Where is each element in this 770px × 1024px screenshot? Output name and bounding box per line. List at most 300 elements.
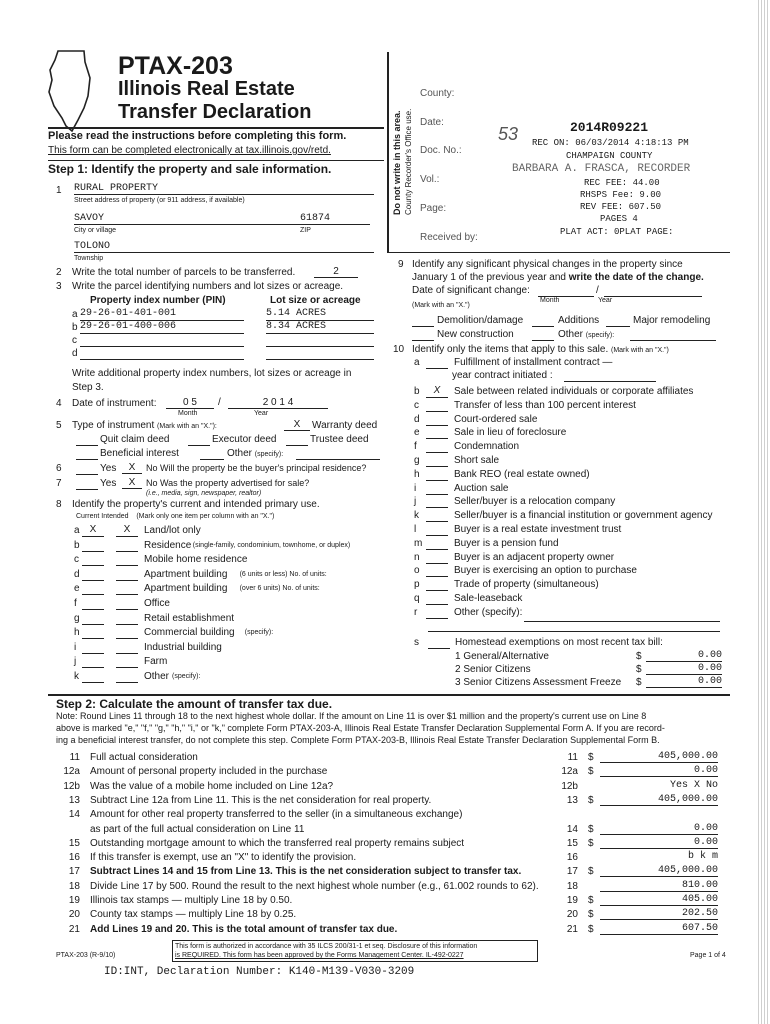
date-label: Date: [420, 117, 444, 128]
item-letter: l [414, 524, 417, 535]
calc-line-rnum: 21 [566, 923, 578, 935]
instrument-year[interactable]: 2 0 1 4 [228, 397, 328, 409]
exemption-label: 2 Senior Citizens [455, 664, 531, 675]
calc-line-rnum: 12b [561, 780, 578, 792]
remodel-label: Major remodeling [633, 315, 711, 326]
calc-line-num: 20 [68, 909, 80, 921]
rec-fee: REC FEE: 44.00 [584, 178, 660, 188]
calc-line-num: 18 [68, 880, 80, 892]
calc-line-value[interactable]: 0.00 [600, 765, 718, 777]
item-letter: c [414, 399, 419, 411]
item-check[interactable] [426, 468, 448, 481]
item-check[interactable] [426, 356, 448, 369]
item-letter: k [414, 510, 419, 522]
use-intended[interactable] [116, 568, 138, 581]
instrument-month[interactable]: 0 5 [166, 397, 214, 409]
received-label: Received by: [420, 232, 478, 243]
warranty-check[interactable]: X [284, 419, 310, 431]
item-check[interactable] [426, 537, 448, 550]
item-letter: n [414, 551, 420, 563]
calc-line-num: 12a [63, 766, 80, 778]
demolition-label: Demolition/damage [437, 315, 524, 326]
use-letter: e [74, 583, 80, 595]
calc-line-text: County tax stamps — multiply Line 18 by 0.25. [90, 909, 297, 921]
line-9-num: 9 [398, 259, 404, 270]
line-7-yes-label: Yes [100, 478, 117, 489]
use-letter: k [74, 671, 79, 682]
use-label: Mobile home residence [144, 554, 248, 566]
zip-caption: ZIP [300, 227, 311, 234]
parcel-pin[interactable] [80, 334, 244, 347]
address-caption: Street address of property (or 911 address, if available) [74, 197, 245, 204]
use-letter: f [74, 598, 77, 609]
use-current[interactable] [82, 626, 104, 639]
use-label: Apartment building [144, 568, 228, 580]
new-construction-label: New construction [437, 329, 514, 340]
calc-line-value[interactable]: 0.00 [600, 837, 718, 849]
item-text: Buyer is an adjacent property owner [454, 551, 615, 563]
rhsps-fee: RHSPS Fee: 9.00 [580, 190, 662, 200]
homestead-check[interactable] [428, 637, 450, 649]
use-intended[interactable]: X [116, 524, 138, 537]
calc-line-value[interactable]: 405,000.00 [600, 865, 718, 877]
item-text: Sale in lieu of foreclosure [454, 427, 567, 439]
calc-line-value[interactable]: 405,000.00 [600, 794, 718, 806]
line-7-sub: (i.e., media, sign, newspaper, realtor) [146, 490, 262, 497]
other-change-field[interactable] [630, 329, 716, 341]
use-label: Retail establishment [144, 612, 235, 624]
parcel-lot[interactable]: 5.14 ACRES [266, 308, 374, 321]
item-letter: p [414, 579, 420, 591]
use-current[interactable] [82, 582, 104, 595]
use-intended[interactable] [116, 612, 138, 625]
calc-line-num: 13 [68, 794, 80, 806]
use-letter: c [74, 554, 79, 566]
calc-line-text: Illinois tax stamps — multiply Line 18 by 0.50. [90, 895, 293, 906]
item-check[interactable] [426, 399, 448, 412]
line-2-num: 2 [56, 267, 62, 278]
calc-line-num: 12b [63, 780, 80, 792]
trustee-check[interactable] [286, 434, 308, 446]
recorder-note: Do not write in this area. [392, 110, 402, 215]
use-label: Farm [144, 656, 168, 668]
zip-field[interactable]: 61874 [300, 213, 370, 225]
step2-title: Step 2: Calculate the amount of transfer tax due. [56, 697, 333, 711]
calc-line-rnum: 13 [566, 794, 578, 806]
calc-line-dollar: $ [588, 837, 594, 849]
item-check[interactable] [426, 426, 448, 439]
parcel-letter: a [72, 309, 78, 320]
calc-line-text: Subtract Line 12a from Line 11. This is the net consideration for real property. [90, 794, 432, 806]
calc-line-text: Full actual consideration [90, 752, 198, 763]
auth-line-1: This form is authorized in accordance with 35 ILCS 200/31-1 et seq. Disclosure of this information [175, 943, 478, 950]
doc-number: 2014R09221 [570, 120, 649, 135]
line-7-num: 7 [56, 478, 62, 489]
use-intended[interactable] [116, 582, 138, 595]
item-letter: e [414, 427, 420, 439]
exemption-label: 1 General/Alternative [455, 651, 549, 662]
additional-text-2: Step 3. [72, 382, 104, 393]
vol-label: Vol.: [420, 174, 440, 185]
calc-line-text: Outstanding mortgage amount to which the transferred real property remains subject [90, 837, 465, 849]
other-change-label: Other [558, 329, 584, 340]
parcel-pin[interactable]: 29-26-01-400-006 [80, 321, 244, 334]
item-check[interactable] [426, 564, 448, 577]
page-label: Page: [420, 203, 447, 214]
line-4-num: 4 [56, 398, 62, 409]
line-10-text: Identify only the items that apply to this sale. [412, 344, 609, 355]
step2-note-1: Note: Round Lines 11 through 18 to the next highest whole dollar. If the amount on Line 11 is over $1 million and the property's current use on Line 8 [56, 711, 647, 721]
calc-line-dollar: $ [588, 766, 594, 778]
calc-line-rnum: 17 [566, 866, 578, 878]
form-id: PTAX-203 [118, 52, 233, 80]
use-current[interactable]: X [82, 524, 104, 537]
use-note: (6 units or less) No. of units: [239, 570, 327, 578]
calc-line-num: 15 [68, 837, 80, 849]
handwritten-mark: 53 [498, 124, 519, 144]
item-text: Sale between related individuals or corporate affiliates [454, 386, 694, 397]
pages-count: PAGES 4 [600, 214, 638, 224]
item-text: Sale-leaseback [454, 593, 523, 604]
use-letter: d [74, 568, 80, 580]
calc-line-value[interactable]: 810.00 [600, 880, 718, 892]
calc-line-text: Divide Line 17 by 500. Round the result to the next highest whole number (e.g., 61.002 rounds to 62). [90, 880, 539, 892]
item-text: Buyer is exercising an option to purchase [454, 565, 637, 577]
exemption-dollar: $ [636, 677, 642, 688]
line-5-mark: (Mark with an "X."): [157, 423, 217, 430]
parcel-lot[interactable] [266, 347, 374, 360]
use-label: Commercial building [144, 627, 235, 639]
other-item-field-2[interactable] [428, 625, 720, 632]
calc-line-dollar: $ [588, 752, 594, 763]
city-field[interactable]: SAVOY [74, 213, 304, 225]
calc-line-text: as part of the full actual consideration on Line 11 [90, 823, 305, 835]
use-current[interactable] [82, 597, 104, 610]
item-check[interactable] [426, 413, 448, 426]
item-check[interactable] [426, 440, 448, 453]
step2-note-2: above is marked "e," "f," "g," "h," "i," or "k," complete Form PTAX-203-A, Illinois Real Estate Transfer Declaration Supplemental Form A. If you are record- [56, 723, 665, 733]
page-number: Page 1 of 4 [690, 952, 726, 959]
line-7-yes[interactable] [76, 478, 98, 490]
parcel-lot[interactable] [266, 334, 374, 347]
executor-check[interactable] [188, 434, 210, 446]
use-current[interactable] [82, 641, 104, 654]
item-check[interactable] [426, 509, 448, 522]
item-letter: g [414, 455, 420, 466]
calc-line-value[interactable]: Yes X No [669, 779, 718, 791]
lot-header: Lot size or acreage [270, 295, 361, 306]
county-label: County: [420, 88, 455, 99]
calc-line-num: 16 [68, 852, 80, 864]
line-9-text-1: Identify any significant physical changes in the property since [412, 259, 683, 270]
calc-line-value[interactable]: 607.50 [600, 923, 718, 935]
form-title-2: Transfer Declaration [118, 101, 312, 123]
exemption-dollar: $ [636, 651, 642, 662]
item-text: Buyer is a real estate investment trust [454, 524, 622, 535]
line-3-num: 3 [56, 281, 62, 292]
item-letter: r [414, 606, 418, 618]
item-letter: h [414, 468, 420, 480]
form-title-1: Illinois Real Estate [118, 78, 295, 100]
calc-line-rnum: 20 [566, 909, 578, 921]
use-current[interactable] [82, 568, 104, 581]
calc-line-dollar: $ [588, 866, 594, 878]
use-intended[interactable] [116, 553, 138, 566]
calc-line-num: 11 [69, 752, 80, 763]
exemption-value[interactable]: 0.00 [646, 650, 722, 662]
recorder-divider [387, 52, 389, 252]
calc-line-text: If this transfer is exempt, use an "X" to identify the provision. [90, 852, 357, 864]
line-6-yes-label: Yes [100, 463, 117, 474]
use-current[interactable] [82, 612, 104, 625]
item-text: Seller/buyer is a relocation company [454, 496, 616, 508]
line-7-text: No Was the property advertised for sale? [146, 478, 310, 488]
item-check[interactable] [426, 606, 448, 619]
change-year[interactable] [604, 285, 702, 297]
calc-line-dollar: $ [588, 823, 594, 835]
calc-line-rnum: 14 [566, 823, 578, 835]
calc-line-dollar: $ [588, 923, 594, 935]
homestead-label: Homestead exemptions on most recent tax bill: [455, 637, 663, 648]
line-5-num: 5 [56, 420, 62, 431]
rec-on: REC ON: 06/03/2014 4:18:13 PM [532, 138, 689, 148]
scan-edge [758, 0, 770, 1024]
exemption-value[interactable]: 0.00 [646, 676, 722, 688]
calc-line-text: Add Lines 19 and 20. This is the total amount of transfer tax due. [90, 923, 398, 935]
item-letter: b [414, 386, 420, 397]
calc-line-num: 21 [68, 923, 80, 935]
instructions: Please read the instructions before completing this form. [48, 130, 347, 142]
calc-line-value[interactable]: 405.00 [600, 894, 718, 906]
warranty-label: Warranty deed [312, 420, 378, 431]
calc-line-value[interactable]: 202.50 [600, 908, 718, 920]
line-6-text: No Will the property be the buyer's principal residence? [146, 463, 367, 473]
additional-text-1: Write additional property index numbers, lot sizes or acreage in [72, 368, 352, 379]
year-contract-label: year contract initiated : [452, 370, 553, 381]
change-year-caption: Year [598, 297, 613, 304]
item-check[interactable]: X [426, 385, 448, 398]
item-letter: m [414, 537, 423, 549]
item-check[interactable] [426, 523, 448, 536]
step2-note-3: ing a beneficial interest transfer, do not complete this step. Complete Form PTAX-203-B, Illinois Real Estate Transfer Declaration Supplemental Form B. [56, 735, 660, 745]
line-2-text: Write the total number of parcels to be transferred. [72, 267, 296, 278]
calc-line-text: Was the value of a mobile home included on Line 12a? [90, 780, 334, 792]
item-check[interactable] [426, 454, 448, 467]
line-6-yes[interactable] [76, 463, 98, 475]
remodel-check[interactable] [606, 315, 630, 327]
line-6-num: 6 [56, 463, 62, 474]
beneficial-check[interactable] [76, 448, 98, 460]
item-letter: i [414, 482, 417, 494]
month-caption: Month [178, 410, 198, 417]
beneficial-label: Beneficial interest [100, 448, 179, 459]
item-letter: q [414, 593, 420, 604]
rev-fee: REV FEE: 607.50 [580, 202, 662, 212]
use-intended[interactable] [116, 641, 138, 654]
use-intended[interactable] [116, 626, 138, 639]
line-10-num: 10 [393, 344, 405, 355]
calc-line-num: 17 [68, 866, 80, 878]
address-field[interactable]: RURAL PROPERTY [74, 183, 374, 195]
other-instrument-specify: (specify): [254, 451, 284, 458]
other-change-check[interactable] [532, 329, 554, 341]
line-9-text-3: Date of significant change: [412, 285, 530, 296]
use-letter: h [74, 627, 80, 639]
calc-line-rnum: 16 [566, 852, 578, 864]
calc-line-dollar: $ [588, 895, 594, 906]
item-letter: d [414, 413, 420, 425]
item-letter: f [414, 441, 417, 453]
item-letter: o [414, 565, 420, 577]
calc-line-dollar: $ [588, 909, 594, 921]
demolition-check[interactable] [412, 315, 434, 327]
use-current[interactable] [82, 655, 104, 668]
use-label: Other [144, 671, 170, 682]
line-8-text: Identify the property's current and intended primary use. [72, 499, 320, 510]
calc-line-num: 14 [68, 809, 80, 821]
use-note: (single-family, condominium, townhome, or duplex) [192, 541, 351, 549]
line-9-text-2: January 1 of the previous year and [412, 272, 566, 283]
line-5-text: Type of instrument [72, 420, 155, 431]
calc-line-text: Subtract Lines 14 and 15 from Line 13. This is the net consideration subject to transfer tax. [90, 866, 522, 878]
item-text: Other (specify): [454, 606, 523, 618]
calc-line-rnum: 18 [566, 880, 578, 892]
quit-label: Quit claim deed [100, 434, 170, 445]
line-3-text: Write the parcel identifying numbers and lot sizes or acreage. [72, 281, 344, 292]
parcel-letter: d [72, 348, 78, 359]
parcel-lot[interactable]: 8.34 ACRES [266, 321, 374, 334]
item-check[interactable] [426, 495, 448, 508]
item-check[interactable] [426, 578, 448, 591]
calc-line-text: Amount of personal property included in the purchase [90, 766, 328, 778]
use-label: Industrial building [144, 641, 222, 653]
auth-line-2: is REQUIRED. This form has been approved by the Forms Management Center. IL-492-0227 [175, 952, 464, 959]
line-6-no[interactable]: X [122, 462, 142, 474]
city-caption: City or village [74, 227, 117, 234]
use-current[interactable] [82, 553, 104, 566]
line-7-no[interactable]: X [122, 477, 142, 489]
quit-check[interactable] [76, 434, 98, 446]
line-9-mark: (Mark with an "X.") [412, 302, 470, 309]
executor-label: Executor deed [212, 434, 277, 445]
step1-title: Step 1: Identify the property and sale information. [48, 162, 332, 176]
use-label: Office [144, 598, 170, 609]
item-check[interactable] [426, 482, 448, 495]
use-intended[interactable] [116, 539, 138, 552]
item-text: Transfer of less than 100 percent interest [454, 399, 636, 411]
additions-label: Additions [558, 315, 600, 326]
exemption-dollar: $ [636, 664, 642, 675]
line-4-text: Date of instrument: [72, 398, 157, 409]
use-note: (over 6 units) No. of units: [239, 585, 320, 593]
line-9-bold: write the date of the change. [568, 272, 704, 283]
use-note: (specify): [244, 629, 274, 637]
item-text: Fulfillment of installment contract — [454, 357, 613, 368]
illinois-state-icon [44, 48, 96, 134]
line-8-mark: (Mark only one item per column with an "X.") [136, 513, 275, 520]
calc-line-text: Amount for other real property transferred to the seller (in a simultaneous exchange) [90, 809, 463, 821]
other-instrument-label: Other [227, 448, 253, 459]
other-item-field[interactable] [524, 610, 720, 622]
item-check[interactable] [426, 592, 448, 605]
calc-line-value[interactable]: 405,000.00 [600, 751, 718, 763]
parcel-pin[interactable] [80, 347, 244, 360]
use-current[interactable] [82, 670, 104, 683]
use-letter: a [74, 525, 80, 536]
page: PTAX-203 Illinois Real Estate Transfer Declaration Please read the instructions before completing this form. This form can be completed electronically at tax.illinois.gov/retd. Step 1: Identify the property and sale information. Do not write in this area. County Recorder's Office use. County: Date: Doc. No.: Vol.: Page: Received by: 53 2014R09221 REC ON: 06/03/2014 4:18:13 PM CHAMPAIGN COUNTY BARBARA A. FRASCA, RECORDER REC FEE: 44.00 RHSPS Fee: 9.00 REV FEE: 607.50 PAGES 4 PLAT ACT: 0PLAT PAGE: 1 RURAL PROPERTY Street address of property (or 911 address, if available) SAVOY 61874 City or village ZIP TOLONO Township 2 Write the total number of parcels to be transferred. 2 3 Write the parcel identifying numbers and lot sizes or acreage. Property index number (PIN) Lot size or acreage Write additional property index numbers, lot sizes or acreage in Step 3. 4 Date of instrument: 0 5 / 2 0 1 4 Month Year 5 Type of instrument (Mark with an "X."): X Warranty deed Quit claim deed Executor deed Trustee deed Beneficial interest Other (specify): 6 Yes X No Will the property be the buyer's principal residence? 7 Yes X No Was the property advertised for sale? (i.e., media, sign, newspaper, realtor) 8 Identify the property's current and intended primary use. Current Intended (Mark only one item per column with an "X.") 9 Identify any significant physical changes in the property since January 1 of the previous year and write the date of the change. Date of significant change: / Month Year (Mark with an "X.") Demolition/damage Additions Major remodeling New construction Other (specify): 10 Identify only the items that apply to this sale. (Mark with an "X.") year contract initiated : s Homestead exemptions on most recent tax bill: Step 2: Calculate the amount of transfer tax due. Note: Round Lines 11 through 18 to the next highest whole dollar. If the amount on Line 11 is over $1 million and the property's current use on Line 8 above is marked "e," "f," "g," "h," "i," or "k," complete Form PTAX-203-A, Illinois Real Estate Transfer Declaration Supplemental Form A. If you are record- ing a beneficial interest transfer, do not complete this step. Complete Form PTAX-203-B, Illinois Real Estate Transfer Declaration Supplemental Form B. PTAX-203 (R-9/10) This form is authorized in accordance with 35 ILCS 200/31-1 et seq. Disclosure of this information is REQUIRED. This form has been approved by the Forms Management Center. IL-492-0227 Page 1 of 4 ID:INT, Declaration Number: K140-M139-V030-3209 a 29-26-01-401-001 5.14 ACRES b 29-26-01-400-006 8.34 ACRES c d a X X Land/lot only b Residence (single-family, condominium, townhome, or duplex) c Mobile home residence d Apartment building (6 units or less) No. of units: e Apartment building (over 6 units) No. of units: f Office g Retail establishment h Commercial building (specify): i Industrial building j Farm k Other (specify): a Fulfillment of installment contract — b X Sale between related individuals or corporate affiliates c Transfer of less than 100 percent interest d Court-ordered sale e Sale in lieu of foreclosure f Condemnation g Short sale h Bank REO (real estate owned) i Auction sale j Seller/buyer is a relocation company k Seller/buyer is a financial institution or government agency l Buyer is a real estate investment trust m Buyer is a pension fund n Buyer is an adjacent property owner o Buyer is exercising an option to purchase p Trade of property (simultaneous) q Sale-leaseback r Other (specify): 1 General/Alternative $ 0.00 2 Senior Citizens $ 0.00 3 Senior Citizens Assessment Freeze $ 0.00 11 Full actual consideration 11 $ 405,000.00 12a Amount of personal property included in the purchase 12a $ 0.00 12b Was the value of a mobile home included on Line 12a? 12b Yes X No 13 Subtract Line 12a from Line 11. This is the net consideration for real property. 13 $ 405,000.00 14 Amount for other real property transferred to the seller (in a simultaneous exchange) as part of the full actual consideration on Line 11 14 $ 0.00 15 Outstanding mortgage amount to which the transferred real property remains subject 15 $ 0.00 16 If this transfer is exempt, use an "X" to identify the provision. 16 b k m 17 Subtract Lines 14 and 15 from Line 13. This is the net consideration subject to transfer tax. 17 $ 405,000.00 18 Divide Line 17 by 500. Round the result to the next highest whole number (e.g., 61.002 rounds to 62). 18 810.00 19 Illinois tax stamps — multiply Line 18 by 0.50. 19 $ 405.00 20 County tax stamps — multiply Line 18 by 0.25. 20 $ 202.50 21 Add Lines 19 and 20. This is the total amount of transfer tax due. 21 $ 607.50 [0, 0, 770, 1024]
form-code: PTAX-203 (R-9/10) [56, 952, 116, 959]
line-1-num: 1 [56, 185, 62, 196]
item-text: Buyer is a pension fund [454, 537, 559, 549]
electronic-link[interactable]: This form can be completed electronically at tax.illinois.gov/retd. [48, 145, 331, 156]
use-intended[interactable] [116, 655, 138, 668]
item-check[interactable] [426, 551, 448, 564]
year-contract-field[interactable] [564, 370, 656, 382]
item-text: Court-ordered sale [454, 413, 538, 425]
plat-act: PLAT ACT: 0PLAT PAGE: [560, 227, 674, 237]
use-current[interactable] [82, 539, 104, 552]
use-letter: i [74, 641, 77, 653]
line-10-mark: (Mark with an "X.") [611, 347, 669, 354]
exemption-value[interactable]: 0.00 [646, 663, 722, 675]
use-letter: j [74, 656, 77, 668]
year-caption: Year [254, 410, 269, 417]
item-text: Seller/buyer is a financial institution or government agency [454, 510, 713, 522]
calc-line-rnum: 15 [566, 837, 578, 849]
item-text: Trade of property (simultaneous) [454, 579, 599, 591]
use-note: (specify): [172, 673, 201, 680]
other-instrument-field[interactable] [296, 448, 380, 460]
recorder-name: BARBARA A. FRASCA, RECORDER [512, 163, 691, 175]
use-intended[interactable] [116, 597, 138, 610]
use-label: Residence [144, 539, 192, 551]
trustee-label: Trustee deed [310, 434, 369, 445]
calc-line-rnum: 19 [566, 895, 578, 906]
change-month[interactable] [538, 285, 594, 297]
calc-line-value[interactable]: b k m [687, 851, 718, 863]
parcel-count[interactable]: 2 [314, 266, 358, 278]
new-construction-check[interactable] [412, 329, 434, 341]
calc-line-rnum: 12a [561, 766, 578, 778]
county-name: CHAMPAIGN COUNTY [566, 151, 653, 161]
use-intended[interactable] [116, 670, 138, 683]
other-instrument-check[interactable] [200, 448, 224, 460]
other-change-specify: (specify): [585, 332, 615, 339]
township-field[interactable]: TOLONO [74, 241, 374, 253]
declaration-number: ID:INT, Declaration Number: K140-M139-V030-3209 [104, 966, 415, 978]
use-letter: b [74, 539, 80, 551]
calc-line-rnum: 11 [567, 752, 578, 763]
calc-line-num: 19 [68, 895, 80, 906]
calc-line-value[interactable]: 0.00 [600, 823, 718, 835]
line-8-num: 8 [56, 499, 62, 510]
exemption-label: 3 Senior Citizens Assessment Freeze [455, 677, 622, 688]
line-8-columns: Current Intended [76, 513, 129, 520]
additions-check[interactable] [532, 315, 554, 327]
parcel-pin[interactable]: 29-26-01-401-001 [80, 308, 244, 321]
item-text: Bank REO (real estate owned) [454, 468, 590, 480]
change-month-caption: Month [540, 297, 560, 304]
item-text: Condemnation [454, 441, 520, 453]
calc-line-dollar: $ [588, 794, 594, 806]
item-letter: a [414, 357, 420, 368]
use-letter: g [74, 612, 80, 624]
item-letter: j [414, 496, 417, 508]
pin-header: Property index number (PIN) [90, 295, 226, 306]
use-label: Apartment building [144, 583, 228, 595]
use-label: Land/lot only [144, 525, 201, 536]
doc-label: Doc. No.: [420, 145, 462, 156]
